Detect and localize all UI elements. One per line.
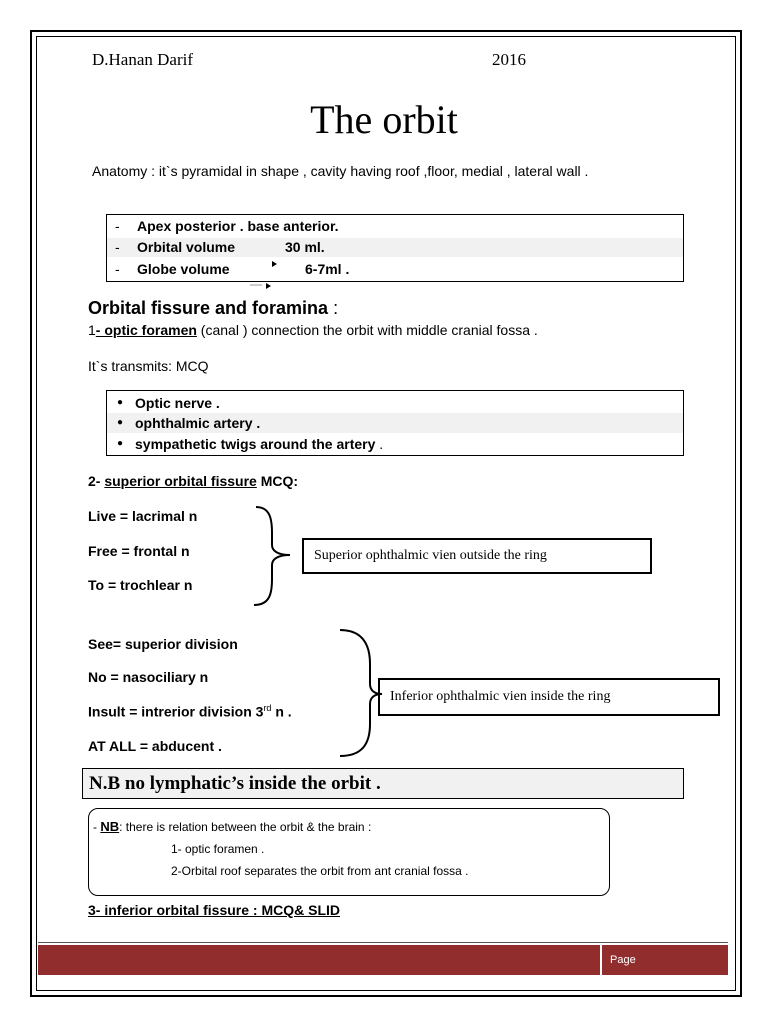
nb-item: 1- optic foramen . — [171, 842, 265, 856]
fact-label: Globe volume — [137, 261, 230, 277]
superior-orbital-fissure-heading — [88, 473, 298, 489]
mnemonic-line: AT ALL = abducent . — [88, 738, 222, 754]
page-title: The orbit — [310, 97, 458, 142]
anatomy-paragraph: Anatomy : it`s pyramidal in shape , cavity having roof ,floor, medial , lateral wall . — [92, 163, 589, 179]
header-author: D.Hanan Darif — [92, 50, 194, 69]
sof-suffix: MCQ: — [256, 473, 299, 489]
nb-label: NB — [100, 819, 120, 834]
nb-item: 2-Orbital roof separates the orbit from ant cranial fossa . — [171, 864, 469, 878]
fact-value: 30 ml. — [285, 239, 325, 255]
callout-superior-vein: Superior ophthalmic vien outside the ring — [302, 538, 652, 574]
fact-row: - Orbital volume 30 ml. — [107, 238, 683, 257]
section-title — [88, 298, 338, 319]
sof-term: superior orbital fissure — [104, 473, 257, 489]
arrow-head-icon — [266, 283, 271, 289]
list-item: ● sympathetic twigs around the artery . — [117, 436, 384, 452]
footer-page-label: Page — [602, 945, 728, 975]
mnemonic-line: See= superior division — [88, 636, 238, 652]
callout-inferior-vein: Inferior ophthalmic vien inside the ring — [378, 678, 720, 716]
mnemonic-line: No = nasociliary n — [88, 669, 209, 685]
list-item: ● ophthalmic artery . — [107, 413, 683, 433]
optic-foramen-line — [88, 322, 538, 338]
facts-box — [106, 214, 684, 282]
nb-dash: - — [93, 820, 97, 834]
fact-row: - Globe volume 6-7ml . — [115, 261, 350, 277]
list-item-text: ophthalmic artery . — [135, 415, 261, 431]
insult-superscript: rd — [263, 703, 272, 713]
fact-row: - Apex posterior . base anterior. — [115, 218, 339, 234]
sof-prefix: 2- — [88, 473, 105, 489]
transmits-line: It`s transmits: MCQ — [88, 358, 209, 374]
mnemonic-line: Live = lacrimal n — [88, 508, 198, 524]
list-item-text: sympathetic twigs around the artery — [135, 436, 376, 452]
list-item-tail: . — [375, 436, 384, 452]
header-year: 2016 — [492, 50, 526, 69]
list-item-text: Optic nerve . — [135, 395, 220, 411]
arrow-head-icon — [272, 261, 277, 267]
mnemonic-line: Free = frontal n — [88, 543, 190, 559]
section-title-colon: : — [333, 298, 339, 318]
mnemonic-line: To = trochlear n — [88, 577, 193, 593]
insult-text: Insult = intrerior division 3 — [88, 703, 264, 720]
footer-bar — [38, 945, 600, 975]
nb-relation-box — [88, 808, 610, 896]
inferior-orbital-fissure-heading: 3- inferior orbital fissure : MCQ& SLID — [88, 902, 341, 918]
section-title-text: Orbital fissure and foramina — [88, 298, 329, 318]
list-item: ● Optic nerve . — [117, 395, 220, 411]
fact-label: Orbital volume — [137, 239, 236, 255]
nb-lymphatic-bar: N.B no lymphatic’s inside the orbit . — [82, 768, 684, 799]
stray-arrow-marks — [250, 258, 290, 292]
transmits-box — [106, 390, 684, 456]
brace-icon — [250, 505, 300, 607]
fact-value: 6-7ml . — [305, 261, 350, 277]
insult-tail: n . — [271, 703, 292, 720]
fact-label: Apex posterior . base anterior. — [137, 218, 339, 234]
nb-text: : there is relation between the orbit & the brain : — [119, 820, 372, 834]
footer-rule — [38, 942, 728, 943]
optic-foramen-term: - optic foramen — [95, 322, 197, 338]
optic-foramen-number: 1 — [88, 322, 96, 338]
optic-foramen-desc: (canal ) connection the orbit with middle cranial fossa . — [196, 322, 538, 338]
mnemonic-line — [88, 703, 292, 720]
nb-line — [93, 819, 371, 834]
